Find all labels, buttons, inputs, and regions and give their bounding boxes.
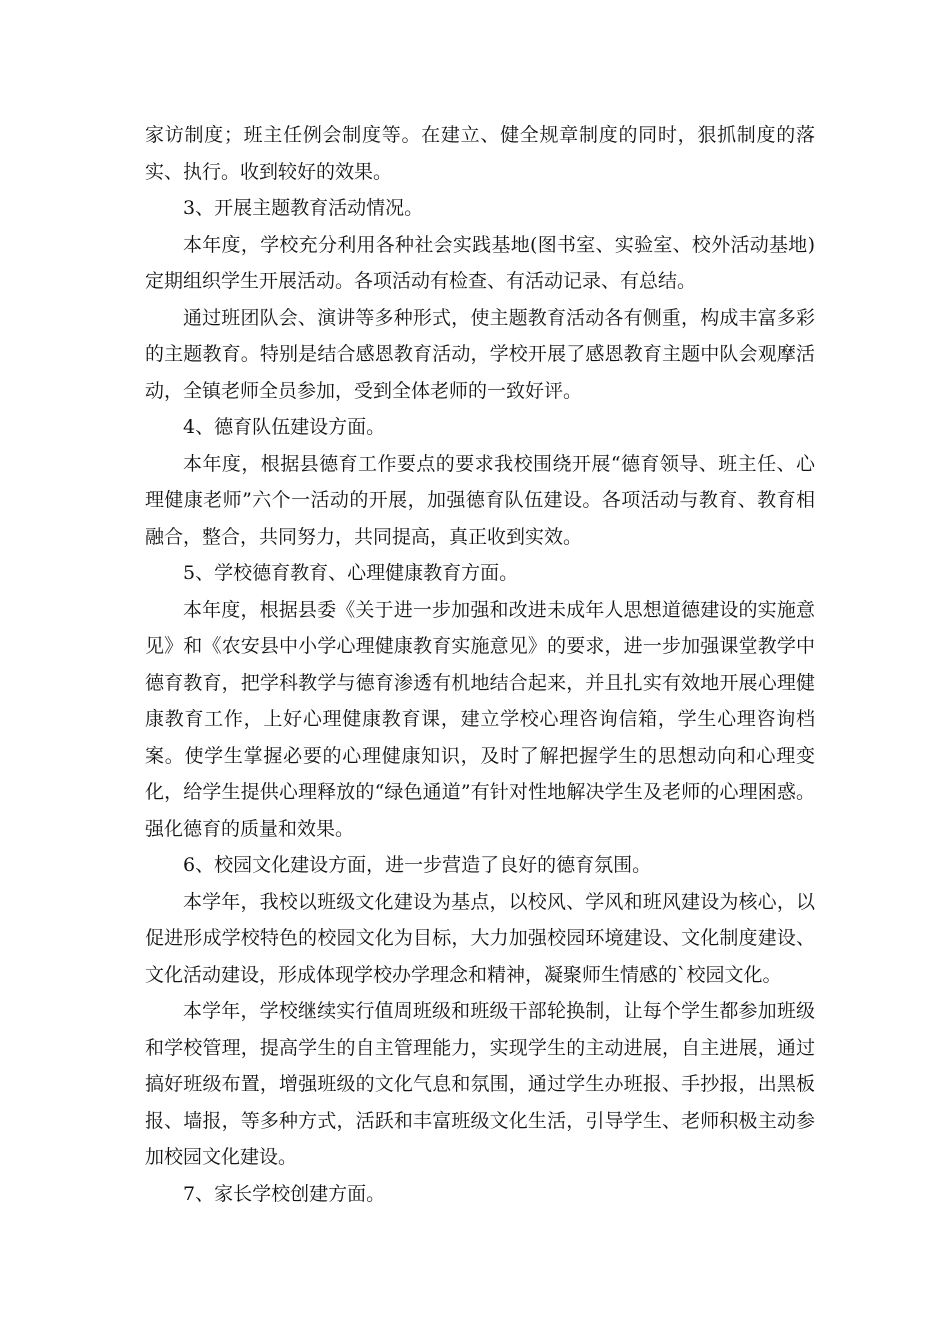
section-heading-7: 7、家长学校创建方面。 [183,1182,386,1205]
paragraph-1: 家访制度；班主任例会制度等。在建立、健全规章制度的同时，狠抓制度的落实、执行。收到较好的效果。 [145,124,815,183]
paragraph-8: 本年度，根据县委《关于进一步加强和改进未成年人思想道德建设的实施意见》和《农安县中小学心理健康教育实施意见》的要求，进一步加强课堂教学中德育教育，把学科教学与德育渗透有机地结合起来，并且扎实有效地开展心理健康教育工作，上好心理健康教育课，建立学校心理咨询信箱，学生心理咨询档案。使学生掌握必要的心理健康知识，及时了解把握学生的思想动向和心理变化，给学生提供心理释放的“绿色通道”有针对性地解决学生及老师的心理困惑。强化德育的质量和效果。 [145,598,815,840]
section-heading-4: 4、德育队伍建设方面。 [183,416,386,438]
paragraph-10: 本学年，我校以班级文化建设为基点，以校风、学风和班风建设为核心，以促进形成学校特色的校园文化为目标，大力加强校园环境建设、文化制度建设、文化活动建设，形成体现学校办学理念和精神，凝聚师生情感的`校园文化。 [145,890,815,986]
section-heading-3: 3、开展主题教育活动情况。 [183,197,424,219]
document-body [145,117,815,1212]
paragraph-4: 通过班团队会、演讲等多种形式，使主题教育活动各有侧重，构成丰富多彩的主题教育。特别是结合感恩教育活动，学校开展了感恩教育主题中队会观摩活动，全镇老师全员参加，受到全体老师的一致好评。 [145,306,815,402]
paragraph-3: 本年度，学校充分利用各种社会实践基地(图书室、实验室、校外活动基地)定期组织学生开展活动。各项活动有检查、有活动记录、有总结。 [145,233,815,292]
section-heading-5: 5、学校德育教育、心理健康教育方面。 [183,562,519,584]
paragraph-6: 本年度，根据县德育工作要点的要求我校围绕开展“德育领导、班主任、心理健康老师”六个一活动的开展，加强德育队伍建设。各项活动与教育、教育相融合，整合，共同努力，共同提高，真正收到实效。 [145,452,815,548]
paragraph-11: 本学年，学校继续实行值周班级和班级干部轮换制，让每个学生都参加班级和学校管理，提高学生的自主管理能力，实现学生的主动进展，自主进展，通过搞好班级布置，增强班级的文化气息和氛围，通过学生办班报、手抄报，出黑板报、墙报，等多种方式，活跃和丰富班级文化生活，引导学生、老师积极主动参加校园文化建设。 [145,1000,815,1168]
section-heading-6: 6、校园文化建设方面，进一步营造了良好的德育氛围。 [183,854,652,876]
